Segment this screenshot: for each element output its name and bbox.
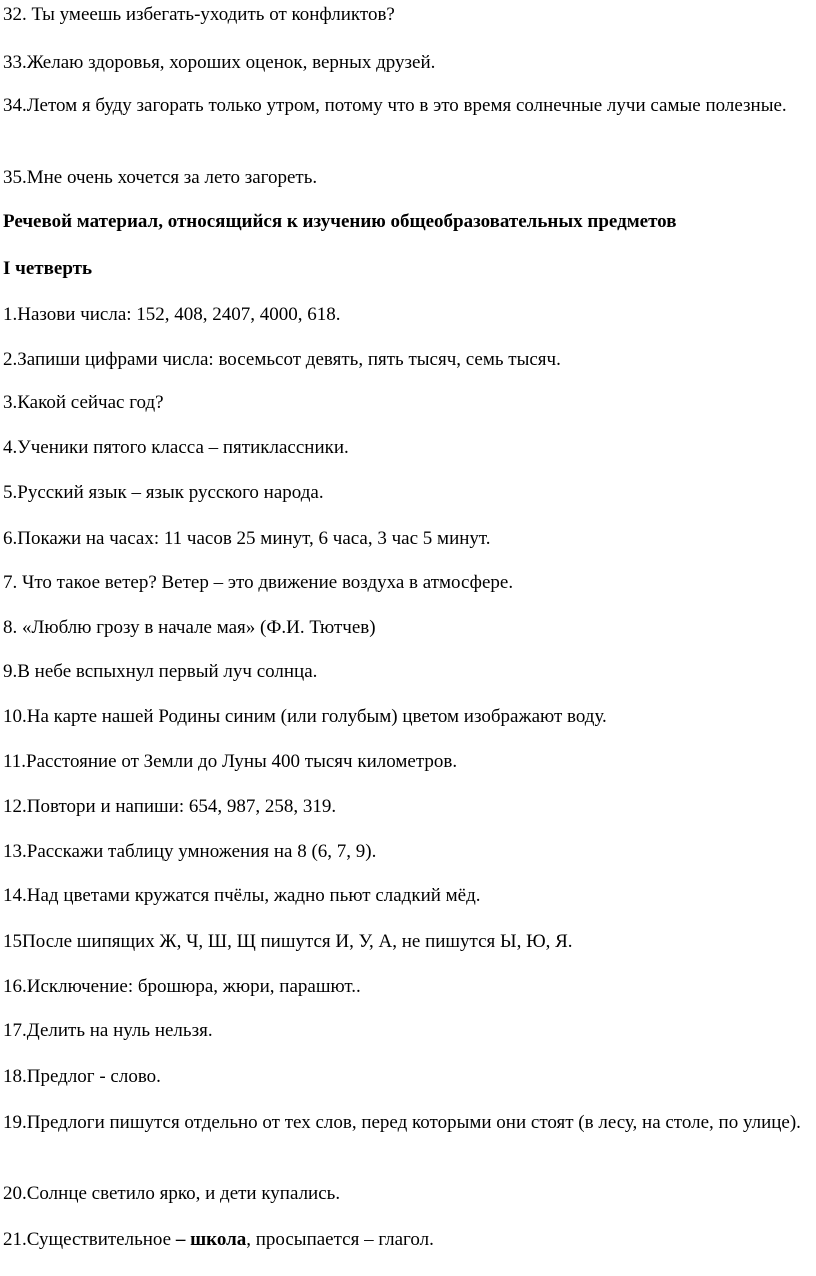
line-11: 11.Расстояние от Земли до Луны 400 тысяч километров. — [3, 751, 458, 772]
line-16: 16.Исключение: брошюра, жюри, парашют.. — [3, 976, 361, 997]
line-4: 4.Ученики пятого класса – пятиклассники. — [3, 437, 349, 458]
line-17: 17.Делить на нуль нельзя. — [3, 1020, 213, 1041]
line-7: 7. Что такое ветер? Ветер – это движение воздуха в атмосфере. — [3, 572, 514, 593]
line-1: 1.Назови числа: 152, 408, 2407, 4000, 618. — [3, 304, 341, 325]
line-21-bold-word: – школа — [175, 1229, 247, 1250]
line-14: 14.Над цветами кружатся пчёлы, жадно пьют сладкий мёд. — [3, 885, 481, 906]
line-10: 10.На карте нашей Родины синим (или голубым) цветом изображают воду. — [3, 706, 607, 727]
line-2: 2.Запиши цифрами числа: восемьсот девять, пять тысяч, семь тысяч. — [3, 349, 561, 370]
line-13: 13.Расскажи таблицу умножения на 8 (6, 7, 9). — [3, 841, 377, 862]
line-9: 9.В небе вспыхнул первый луч солнца. — [3, 661, 318, 682]
line-21 — [3, 1228, 814, 1252]
line-18: 18.Предлог - слово. — [3, 1066, 161, 1087]
quarter-heading: I четверть — [3, 258, 93, 279]
line-35: 35.Мне очень хочется за лето загореть. — [3, 167, 318, 188]
line-3: 3.Какой сейчас год? — [3, 392, 164, 413]
line-33: 33.Желаю здоровья, хороших оценок, верных друзей. — [3, 52, 436, 73]
line-32: 32. Ты умеешь избегать-уходить от конфликтов? — [3, 4, 395, 25]
line-21-part-3: , просыпается – глагол. — [246, 1229, 434, 1250]
line-8: 8. «Люблю грозу в начале мая» (Ф.И. Тютчев) — [3, 617, 376, 638]
line-15: 15После шипящих Ж, Ч, Ш, Щ пишутся И, У, А, не пишутся Ы, Ю, Я. — [3, 931, 573, 952]
line-21-part-1: 21.Существительное — [3, 1229, 176, 1250]
line-20: 20.Солнце светило ярко, и дети купались. — [3, 1183, 341, 1204]
line-5: 5.Русский язык – язык русского народа. — [3, 482, 324, 503]
line-12: 12.Повтори и напиши: 654, 987, 258, 319. — [3, 796, 337, 817]
line-6: 6.Покажи на часах: 11 часов 25 минут, 6 часа, 3 час 5 минут. — [3, 528, 491, 549]
line-34: 34.Летом я буду загорать только утром, потому что в это время солнечные лучи самые полезные. — [3, 95, 787, 116]
section-heading: Речевой материал, относящийся к изучению общеобразовательных предметов — [3, 211, 677, 232]
line-19: 19.Предлоги пишутся отдельно от тех слов, перед которыми они стоят (в лесу, на столе, по улице). — [3, 1112, 801, 1133]
